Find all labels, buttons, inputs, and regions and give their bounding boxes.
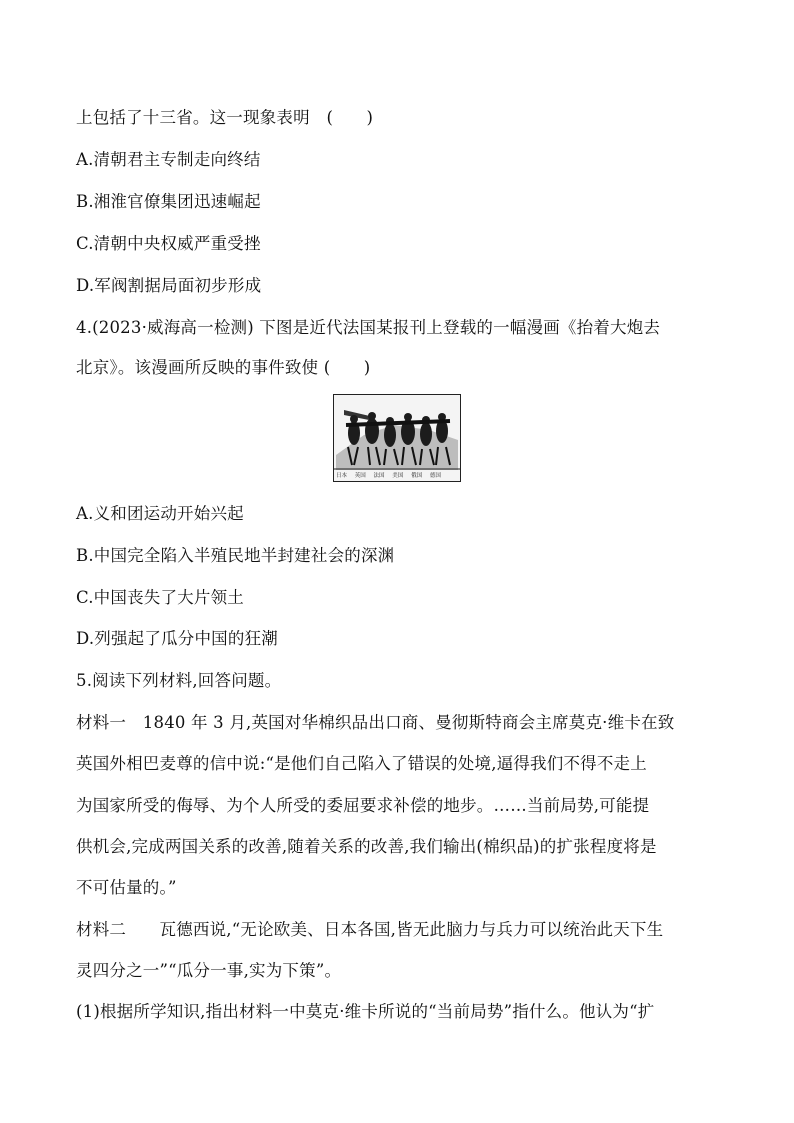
option-a: A.清朝君主专制走向终结 [76, 150, 261, 169]
caption-label: 日本 [336, 473, 348, 479]
material-2-line2: 灵四分之一”“瓜分一事,实为下策”。 [76, 961, 342, 980]
question-5: 5.阅读下列材料,回答问题。 [76, 671, 282, 690]
question-4-line2: 北京》。该漫画所反映的事件致使 ( ) [76, 358, 371, 377]
option-c: C.清朝中央权威严重受挫 [76, 234, 261, 253]
material-1-line2: 英国外相巴麦尊的信中说:“是他们自己陷入了错误的处境,逼得我们不得不走上 [76, 754, 647, 773]
caption-label: 美国 [392, 473, 404, 479]
option-a: A.义和团运动开始兴起 [76, 504, 244, 523]
cartoon-image [333, 394, 461, 482]
option-d: D.列强起了瓜分中国的狂潮 [76, 629, 278, 648]
option-d: D.军阀割据局面初步形成 [76, 276, 262, 295]
material-1-line3: 为国家所受的侮辱、为个人所受的委屈要求补偿的地步。……当前局势,可能提 [76, 796, 650, 815]
text-line: 上包括了十三省。这一现象表明 ( ) [76, 108, 374, 127]
material-1-line5: 不可估量的。” [76, 878, 177, 897]
caption-label: 法国 [373, 473, 385, 479]
option-b: B.中国完全陷入半殖民地半封建社会的深渊 [76, 546, 395, 565]
material-2-line1: 材料二 瓦德西说,“无论欧美、日本各国,皆无此脑力与兵力可以统治此天下生 [76, 920, 664, 939]
option-c: C.中国丧失了大片领土 [76, 588, 244, 607]
caption-label: 英国 [354, 473, 366, 479]
material-1-line1: 材料一 1840 年 3 月,英国对华棉织品出口商、曼彻斯特商会主席莫克·维卡在致 [76, 713, 675, 732]
question-4-line1: 4.(2023·威海高一检测) 下图是近代法国某报刊上登载的一幅漫画《抬着大炮去 [76, 318, 661, 337]
sub-question-1: (1)根据所学知识,指出材料一中莫克·维卡所说的“当前局势”指什么。他认为“扩 [76, 1002, 655, 1021]
caption-label: 俄国 [411, 473, 423, 479]
option-b: B.湘淮官僚集团迅速崛起 [76, 192, 261, 211]
cartoon-caption [336, 473, 447, 480]
material-1-line4: 供机会,完成两国关系的改善,随着关系的改善,我们输出(棉织品)的扩张程度将是 [76, 837, 657, 856]
caption-label: 德国 [429, 473, 441, 479]
